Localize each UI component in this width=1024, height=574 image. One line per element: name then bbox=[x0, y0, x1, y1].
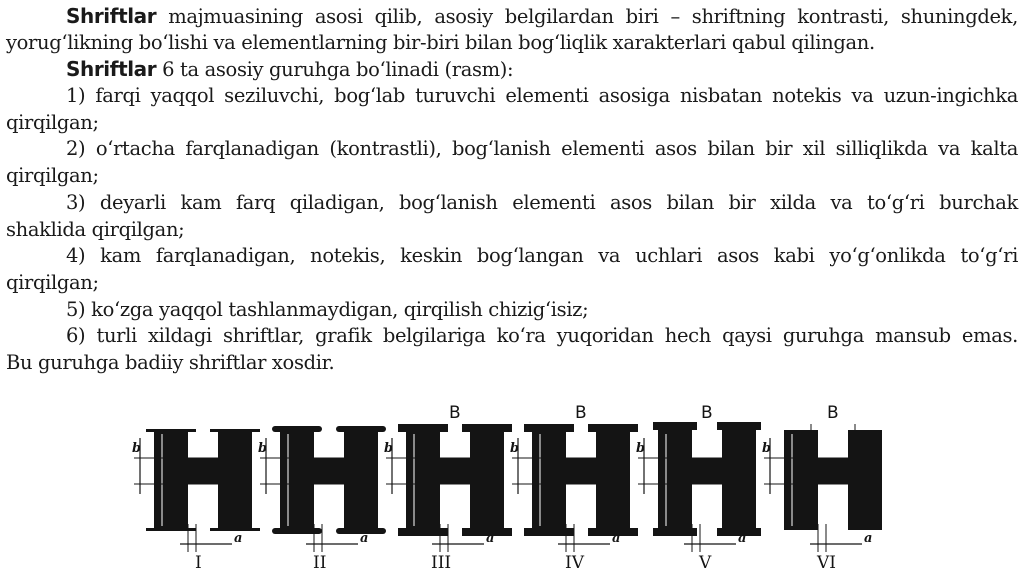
document-text bbox=[6, 3, 1018, 377]
term-shriftlar: Shriftlar bbox=[66, 57, 157, 82]
list-item-6-line-2: Bu guruhga badiiy shriftlar xosdir. bbox=[6, 350, 335, 374]
h-left-stem bbox=[280, 430, 314, 530]
group-roman-numeral: V bbox=[699, 553, 712, 573]
list-item-3-line-1: 3) deyarli kam farq qiladigan, bog‘lanish elementi asos bilan bir xilda va to‘g‘ri burchak bbox=[66, 190, 1018, 214]
h-left-stem bbox=[154, 430, 188, 530]
h-left-stem bbox=[784, 430, 818, 530]
h-serif bbox=[524, 424, 574, 432]
h-right-stem bbox=[848, 430, 882, 530]
paragraph-1-line-2: yorug‘likning bo‘lishi va elementlarning bir-biri bilan bog‘liqlik xarakterlari qabul qilingan. bbox=[6, 30, 875, 54]
h-right-stem bbox=[344, 430, 378, 530]
list-item-4-line-2: qirqilgan; bbox=[6, 270, 99, 294]
h-crossbar bbox=[314, 458, 344, 484]
list-item-4-line-1: 4) kam farqlanadigan, notekis, keskin bog‘langan va uchlari asos kabi yo‘g‘onlikda to‘g‘ri bbox=[66, 244, 1018, 268]
dimension-b-label: b bbox=[636, 441, 646, 456]
list-item-3-line-2: shaklida qirqilgan; bbox=[6, 217, 185, 241]
group-roman-numeral: IV bbox=[565, 553, 584, 573]
h-serif bbox=[146, 429, 196, 432]
dimension-a-label: a bbox=[360, 531, 369, 546]
top-b-label: B bbox=[827, 403, 839, 423]
h-serif bbox=[398, 424, 448, 432]
top-b-label: B bbox=[701, 403, 713, 423]
h-serif bbox=[588, 424, 638, 432]
list-item-6-line-1: 6) turli xildagi shriftlar, grafik belgilariga ko‘ra yuqoridan hech qaysi guruhga mansub emas. bbox=[66, 324, 1018, 348]
dimension-a-label: a bbox=[864, 531, 873, 546]
dimension-a-label: a bbox=[486, 531, 495, 546]
dimension-a-label: a bbox=[738, 531, 747, 546]
paragraph-2-text: 6 ta asosiy guruhga bo‘linadi (rasm): bbox=[162, 58, 514, 82]
h-crossbar bbox=[818, 458, 848, 484]
paragraph-1-line-1 bbox=[6, 3, 1018, 30]
list-item-1-line-2: qirqilgan; bbox=[6, 110, 99, 134]
h-left-stem bbox=[658, 430, 692, 530]
h-crossbar bbox=[440, 458, 470, 484]
dimension-a-label: a bbox=[234, 531, 243, 546]
h-right-stem bbox=[470, 430, 504, 530]
h-serif bbox=[210, 429, 260, 432]
paragraph-2 bbox=[6, 56, 1018, 83]
dimension-b-label: b bbox=[258, 441, 268, 456]
list-item-5: 5) ko‘zga yaqqol tashlanmaydigan, qirqilish chizig‘isiz; bbox=[66, 297, 589, 321]
group-roman-numeral: I bbox=[195, 553, 202, 573]
dimension-b-label: b bbox=[132, 441, 142, 456]
h-serif bbox=[272, 426, 322, 432]
letter-h-figure bbox=[130, 400, 890, 574]
dimension-a-label: a bbox=[612, 531, 621, 546]
top-b-label: B bbox=[575, 403, 587, 423]
h-groups-diagram bbox=[130, 400, 890, 574]
top-b-label: B bbox=[449, 403, 461, 423]
h-crossbar bbox=[692, 458, 722, 484]
list-item-1-line-1: 1) farqi yaqqol seziluvchi, bog‘lab turuvchi elementi asosiga nisbatan notekis va uzun-ingichka bbox=[66, 84, 1018, 108]
h-serif bbox=[653, 422, 697, 430]
h-right-stem bbox=[218, 430, 252, 530]
h-right-stem bbox=[722, 430, 756, 530]
h-serif bbox=[462, 424, 512, 432]
dimension-b-label: b bbox=[510, 441, 520, 456]
h-left-stem bbox=[532, 430, 566, 530]
group-roman-numeral: II bbox=[313, 553, 327, 573]
dimension-b-label: b bbox=[762, 441, 772, 456]
h-serif bbox=[336, 426, 386, 432]
group-roman-numeral: III bbox=[431, 553, 452, 573]
dimension-b-label: b bbox=[384, 441, 394, 456]
term-shriftlar: Shriftlar bbox=[66, 4, 157, 28]
h-crossbar bbox=[188, 458, 218, 484]
list-item-2-line-2: qirqilgan; bbox=[6, 164, 99, 188]
group-roman-numeral: VI bbox=[817, 553, 836, 573]
h-crossbar bbox=[566, 458, 596, 484]
h-serif bbox=[653, 528, 697, 536]
list-item-2-line-1: 2) o‘rtacha farqlanadigan (kontrastli), bog‘lanish elementi asos bilan bir xil silliqlikda va kalta bbox=[66, 137, 1018, 161]
h-right-stem bbox=[596, 430, 630, 530]
h-left-stem bbox=[406, 430, 440, 530]
h-serif bbox=[717, 422, 761, 430]
paragraph-1-text: majmuasining asosi qilib, asosiy belgilardan biri – shriftning kontrasti, shuningdek, bbox=[168, 5, 1018, 28]
